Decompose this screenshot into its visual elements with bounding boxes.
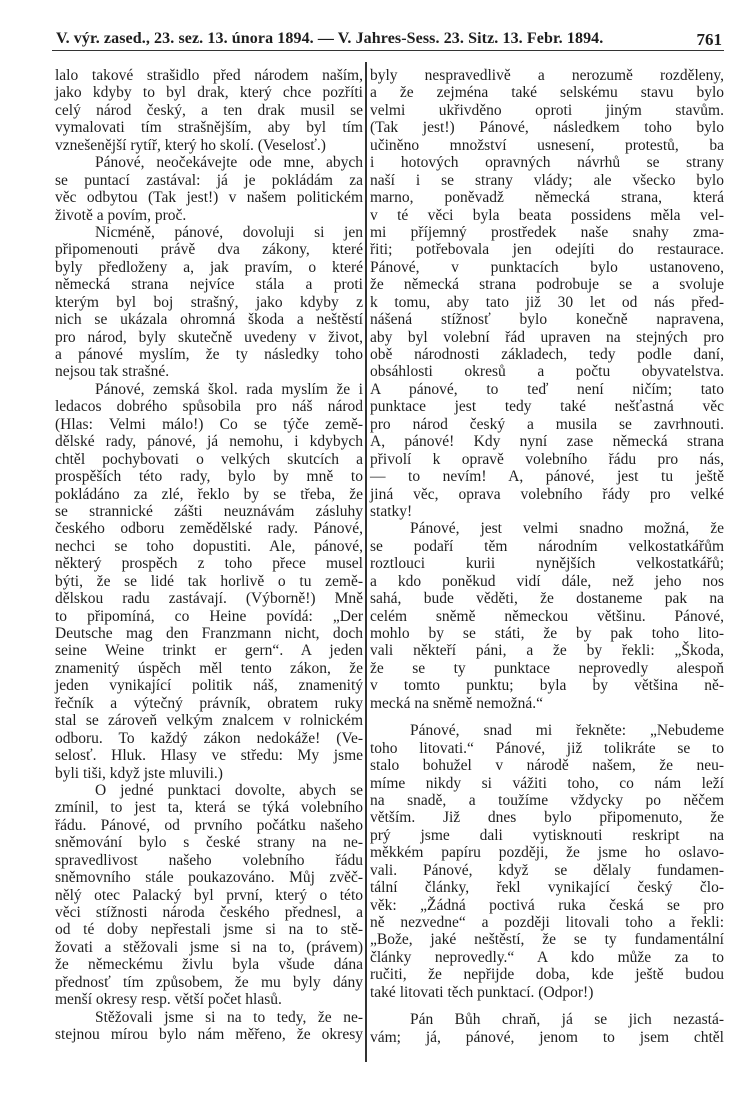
text-line: a pánové myslím, že ty následky toho (55, 346, 363, 363)
text-line: Stěžovali jsme si na to tedy, že ne- (95, 1008, 363, 1026)
paragraph (55, 381, 363, 782)
text-line: (Hlas: Velmi málo!) Co se týče země- (55, 415, 363, 433)
text-line: statky! (370, 502, 413, 520)
text-line: dělské rady, pánové, já nemohu, i kdybych (55, 433, 363, 451)
text-line: vali. Pánové, když se dělaly fundamen- (370, 861, 724, 879)
text-line: věk: „Žádná poctivá ruka česká se pro (370, 896, 724, 914)
text-line: řádu. Pánové, od prvního počátku našeho (55, 816, 363, 834)
text-line: vymalovati tím strašnějším, aby byl tím (55, 119, 363, 137)
text-line: že se ty punktace neprovedly alespoň (370, 659, 724, 677)
text-line: životě a povím, proč. (55, 206, 187, 224)
text-line: A, pánové! Kdy nyní zase německá strana (370, 433, 724, 451)
text-line: německá strana nejvíce stála a proti (55, 276, 363, 294)
paragraph (370, 1011, 724, 1046)
text-line: nechci se toho dopustiti. Ale, pánové, (55, 537, 363, 555)
text-line: ně nezvedne“ a později litovali toho a řekli: (370, 914, 724, 931)
text-line: v té věci byla beata possidens měla vel- (370, 206, 724, 224)
page-number: 761 (696, 30, 722, 49)
text-line: obě národnosti základech, tedy podle daní, (370, 346, 724, 363)
text-line: nich se ukázala ohromná škoda a neštěstí (55, 311, 363, 329)
text-line: jiná věc, oprava volebního řády pro velké (370, 485, 724, 503)
text-line: stejnou mírou bylo nám měřeno, že okresy (55, 1026, 363, 1044)
text-line: míme nikdy si vážiti toho, co nám leží (370, 774, 724, 792)
text-line: menší okresy resp. větší počet hlasů. (55, 991, 282, 1009)
text-line: řiti; potřebovala jen odejíti do restaurace. (370, 241, 724, 259)
text-line: učiněno množství usnesení, protestů, ba (370, 136, 724, 154)
text-line: Pánové, neočekávejte ode mne, abych (95, 154, 363, 172)
text-line: českého odboru zemědělské rady. Pánové, (55, 520, 363, 538)
text-line: přivolí k opravě volebního řádu pro nás, (370, 450, 724, 468)
text-line: některý prospěch z toho přece musel (55, 555, 363, 573)
text-line: sahá, bude věděti, že dostaneme pak na (370, 590, 724, 608)
text-line: — to nevím! A, pánové, jest tu ještě (370, 468, 724, 486)
text-line: se strannické zášti neuznávám zásluhy (55, 502, 363, 520)
text-line: ledacos dobrého spůsobila pro náš národ (55, 398, 363, 416)
paragraph (55, 154, 363, 224)
paragraph (370, 520, 724, 712)
text-line: Deutsche mag den Franzmann nicht, doch (55, 625, 363, 642)
text-line: že německá strana podrobuje se a svoluje (370, 276, 724, 294)
text-line: marno, poněvadž německá strana, která (370, 189, 724, 207)
text-line: odboru. To každý zákon nedokáže! (Ve- (55, 729, 363, 747)
text-line: aby byl volební řád upraven na stejných pro (370, 328, 724, 346)
text-line: „Bože, jaké neštěstí, že se ty fundamentální (370, 931, 724, 949)
text-line: věc odbytou (Tak jest!) v našem politickém (55, 189, 363, 207)
paragraph (55, 782, 363, 1009)
text-line: i hotových opravných návrhů se strany (370, 154, 724, 172)
page-header (52, 30, 724, 51)
paragraph (370, 722, 724, 1001)
text-line: to připomíná, co Heine povídá: „Der (55, 607, 363, 625)
text-line: obsáhlosti okresů a počtu obyvatelstva. (370, 363, 724, 381)
text-line: se puntací zastával: já je pokládám za (55, 171, 363, 189)
text-line: od té doby nepřestali jsme si na to stě- (55, 921, 363, 939)
text-line: naší i se strany vlády; ale všecko bylo (370, 171, 724, 189)
text-line: byli tiši, když jste mluvili.) (55, 764, 223, 782)
text-line: prý jsme dali vytisknouti reskript na (370, 826, 724, 844)
text-line: Pánové, jest velmi snadno možná, že (410, 520, 724, 538)
text-line: se podaří těm národním velkostatkářům (370, 537, 724, 555)
text-line: selosť. Hluk. Hlasy ve středu: My jsme (55, 747, 363, 765)
text-line: žovati a stěžovali jsme si na to, (právem) (55, 938, 363, 956)
text-line: celý národ český, a ten drak musil se (55, 101, 363, 119)
text-line: znamenitý úspěch měl tento zákon, že (55, 659, 363, 677)
text-line: a že zejména také selskému stavu bylo (370, 84, 724, 102)
text-line: jako kdyby to byl drak, který chce pozříti (55, 84, 363, 102)
text-line: O jedné punktaci dovolte, abych se (95, 781, 363, 799)
text-line: jeden vynikající politik náš, znamenitý (55, 677, 363, 695)
text-line: vznešenější rytíř, který ho skolí. (Veselosť.) (55, 136, 326, 154)
text-line: věci stížnosti národa českého přednesl, a (55, 904, 363, 921)
text-line: spravedlivost našeho volebního řádu (55, 851, 363, 869)
text-line: byly předloženy a, jak pravím, o které (55, 258, 363, 276)
running-title: V. výr. zased., 23. sez. 13. února 1894. — V. Jahres-Sess. 23. Sitz. 13. Febr. 1894. (56, 30, 604, 47)
text-line: vali někteří páni, a že by řekli: „Škoda, (370, 642, 724, 660)
text-line: že německému živlu byla všude dána (55, 956, 363, 974)
text-line: toho litovati.“ Pánové, již tolikráte se to (370, 739, 724, 757)
text-line: ručiti, že nepřijde doba, kde ještě budou (370, 966, 724, 984)
text-line: a kdo poněkud vidí dále, než jeho nos (370, 572, 724, 590)
text-line: pro národ, byly skutečně uvedeny v život, (55, 328, 363, 346)
text-line: Pánové, snad mi řekněte: „Nebudeme (410, 722, 724, 740)
text-line: pro národ český a musila se zavrhnouti. (370, 415, 724, 433)
text-line: býti, že se lidé tak horlivě o tu země- (55, 572, 363, 590)
text-line: Pánové, v punktacích bylo ustanoveno, (370, 258, 724, 276)
text-line: lalo takové strašidlo před národem naším, (55, 67, 363, 84)
text-line: velmi ukřivděno oproti jiným stavům. (370, 101, 724, 119)
text-line: Pán Bůh chraň, já se jich nezastá- (410, 1011, 724, 1029)
text-line: přednosť tím způsobem, že mu byly dány (55, 973, 363, 991)
text-line: punktace jest tedy také nešťastná věc (370, 398, 724, 416)
text-line: chtěl pochybovati o velkých skutcích a (55, 450, 363, 468)
text-line: měkkém papíru později, že jsme ho oslavo- (370, 844, 724, 862)
text-line: dělskou radu zastávají. (Výborně!) Mně (55, 590, 363, 608)
text-line: Pánové, zemská škol. rada myslím že i (95, 380, 363, 398)
text-line: nášená stížnosť bylo konečně napravena, (370, 311, 724, 329)
text-line: k tomu, aby tato již 30 let od nás před- (370, 293, 724, 311)
paragraph (370, 67, 724, 520)
text-line: kterým byl boj strašný, jako kdyby z (55, 293, 363, 311)
text-line: pokládáno za zlé, řeklo by se třeba, že (55, 485, 363, 503)
text-line: tální články, řekl vynikající český člo- (370, 879, 724, 897)
text-line: prospěších této rady, bylo by mně to (55, 468, 363, 486)
paragraph (55, 67, 363, 154)
text-line: mecká na sněmě nemožná.“ (370, 694, 543, 712)
text-line: řečník a výtečný právník, obratem ruky (55, 694, 363, 712)
text-line: nělý otec Palacký byl první, který o této (55, 886, 363, 904)
text-line: na snadě, a toužíme vždycky po něčem (370, 791, 724, 809)
column-divider (365, 62, 367, 1062)
text-line: v tomto punktu; byla by většina ně- (370, 677, 724, 695)
text-line: (Tak jest!) Pánové, následkem toho bylo (370, 119, 724, 137)
left-column (55, 67, 363, 1044)
text-line: stalo bohužel v národě našem, že neu- (370, 757, 724, 775)
text-line: články neprovedly.“ A kdo může za to (370, 948, 724, 966)
paragraph (55, 1009, 363, 1044)
text-line: roztlouci kurii nynějších velkostatkářů; (370, 555, 724, 573)
text-line: mohlo by se státi, že by pak toho lito- (370, 625, 724, 642)
text-line: mi příjemný prostředek naše snahy zma- (370, 223, 724, 241)
paragraph (55, 224, 363, 381)
text-line: byly nespravedlivě a nerozumě rozděleny, (370, 67, 724, 84)
text-line: A pánové, to teď není ničím; tato (370, 380, 724, 398)
text-line: stal se zároveň velkým znalcem v rolnickém (55, 712, 363, 730)
text-line: seine Weine trinkt er gern“. A jeden (55, 642, 363, 660)
text-line: Nicméně, pánové, dovoluji si jen (95, 223, 363, 241)
text-line: připomenouti právě dva zákony, které (55, 241, 363, 259)
text-line: zmínil, to jest ta, která se týká volebního (55, 799, 363, 817)
text-line: větším. Již dnes bylo připomenuto, že (370, 809, 724, 827)
text-line: vám; já, pánové, jenom to jsem chtěl (370, 1028, 724, 1046)
text-line: sněmování bylo s české strany na ne- (55, 834, 363, 852)
text-line: celém sněmě německou většinu. Pánové, (370, 607, 724, 625)
text-line: nejsou tak strašné. (55, 363, 170, 381)
right-column (370, 67, 724, 1046)
text-line: také litovati těch punktací. (Odpor!) (370, 983, 594, 1001)
text-line: sněmovního stále poukazováno. Můj zvěč- (55, 869, 363, 887)
